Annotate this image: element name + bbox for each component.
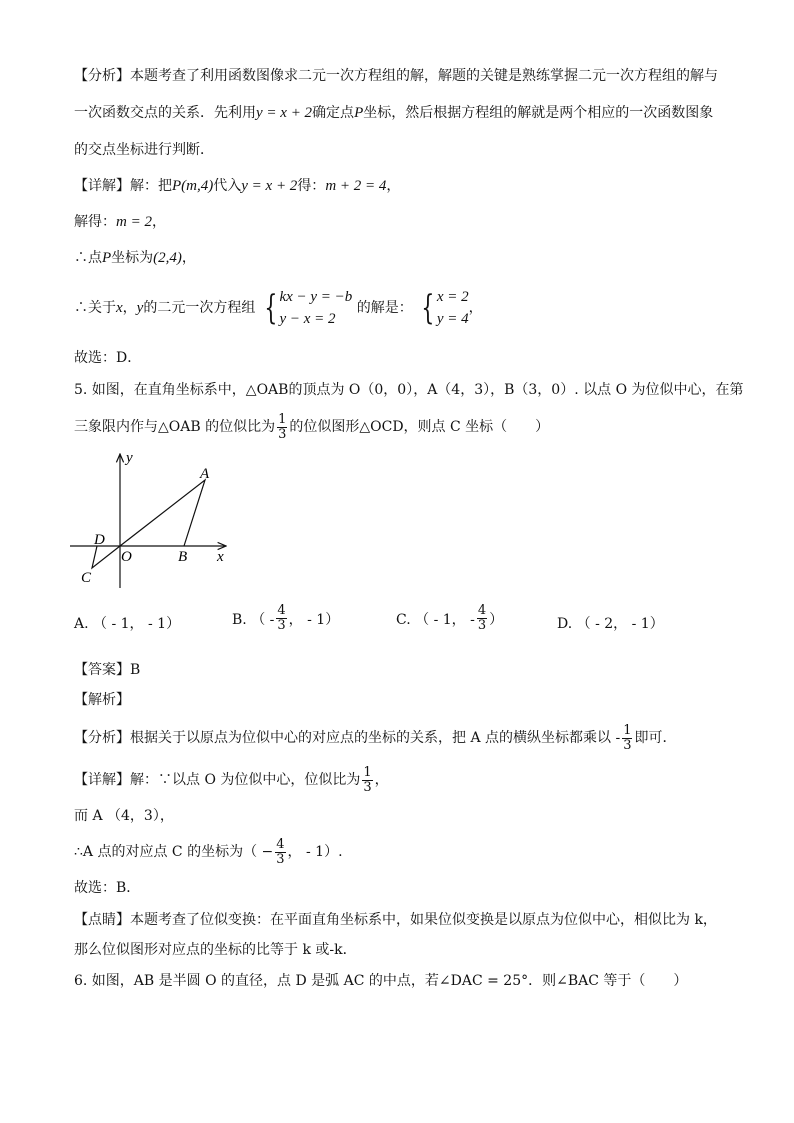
label-y: y: [126, 450, 133, 466]
option-a: A. （ - 1， - 1）: [74, 616, 181, 632]
q5-stem-line-1: 5. 如图，在直角坐标系中，△OAB的顶点为 O（0，0），A（4，3），B（3，0）. 以点 O 为位似中心，在第: [74, 382, 744, 398]
option-c: C. （ - 1， - $\frac{4}{3}$ ）: [396, 603, 504, 633]
triangle-ocd: [92, 546, 120, 568]
q4-detail-line-2: 解得：m = 2，: [74, 214, 166, 230]
option-d: D. （ - 2， - 1）: [557, 616, 664, 632]
equation-system-2: { x = 2 y = 4: [421, 288, 469, 328]
q6-stem: 6. 如图，AB 是半圆 O 的直径，点 D 是弧 AC 的中点，若∠DAC = 25°．则∠BAC 等于（ ）: [74, 973, 688, 989]
brace-icon: {: [264, 288, 278, 328]
q5-detail-line-2: 而 A （4，3），: [74, 808, 174, 824]
q4-analysis-line-1: 【分析】本题考查了利用函数图像求二元一次方程组的解，解题的关键是熟练掌握二元一次方程组的解与: [74, 68, 718, 84]
triangle-oab: [120, 480, 205, 546]
fraction: $\frac{4}{3}$: [277, 603, 286, 633]
option-b: B. （ - $\frac{4}{3}$ ， - 1）: [232, 603, 340, 633]
answer-tag: 【答案】: [74, 662, 130, 678]
fraction: $\frac{1}{3}$: [623, 722, 632, 753]
geometry-figure: [64, 448, 244, 593]
equation-system-1: { kx − y = −b y − x = 2: [264, 288, 353, 328]
fraction: $\frac{1}{3}$: [278, 411, 287, 442]
label-d: D: [94, 532, 105, 548]
label-a: A: [200, 466, 210, 482]
q4-detail-line-1: 【详解】解：把P(m,4)代入y = x + 2得：m + 2 = 4，: [74, 178, 401, 194]
detail-tag: 【详解】: [74, 772, 130, 788]
brace-icon: {: [421, 288, 435, 328]
q5-jiexi: 【解析】: [74, 692, 130, 708]
q5-detail-line-3: ∴A 点的对应点 C 的坐标为（ − $\frac{4}{3}$ ， - 1）.: [74, 836, 343, 867]
label-x: x: [217, 549, 224, 565]
q5-choose: 故选：B．: [74, 880, 141, 896]
detail-tag: 【详解】: [74, 178, 130, 194]
label-o: O: [121, 549, 132, 565]
q5-answer: 【答案】B: [74, 662, 141, 678]
q4-detail-line-4: ∴关于x，y的二元一次方程组 { kx − y = −b y − x = 2 的解是： { x = 2 y = 4 ，: [74, 288, 483, 328]
q4-analysis-line-3: 的交点坐标进行判断．: [74, 142, 214, 158]
q4-choose: 故选：D．: [74, 350, 142, 366]
q5-comment-line-1: 【点睛】本题考查了位似变换：在平面直角坐标系中，如果位似变换是以原点为位似中心，相似比为 k，: [74, 912, 717, 928]
label-c: C: [81, 570, 92, 586]
q5-detail-line-1: 【详解】解：∵以点 O 为位似中心，位似比为 $\frac{1}{3}$ ，: [74, 764, 389, 795]
q4-analysis-line-2: 一次函数交点的关系．先利用y = x + 2确定点P坐标，然后根据方程组的解就是两个相应的一次函数图象: [74, 105, 714, 121]
comment-tag: 【点睛】: [74, 912, 130, 928]
label-b: B: [178, 549, 188, 565]
fraction: $\frac{4}{3}$: [276, 836, 285, 867]
q5-comment-line-2: 那么位似图形对应点的坐标的比等于 k 或-k．: [74, 942, 357, 958]
q4-detail-line-3: ∴点P坐标为(2,4)，: [74, 250, 196, 266]
analysis-tag: 【分析】: [74, 68, 130, 84]
analysis-tag: 【分析】: [74, 730, 130, 746]
q5-analysis: 【分析】根据关于以原点为位似中心的对应点的坐标的关系，把 A 点的横纵坐标都乘以 - $\frac{1}{3}$ 即可．: [74, 722, 677, 753]
fraction: $\frac{1}{3}$: [363, 764, 372, 795]
q5-stem-line-2: 三象限内作与△OAB 的位似比为 $\frac{1}{3}$ 的位似图形△OCD，则点 C 坐标（ ）: [74, 411, 550, 442]
fraction: $\frac{4}{3}$: [477, 603, 487, 633]
